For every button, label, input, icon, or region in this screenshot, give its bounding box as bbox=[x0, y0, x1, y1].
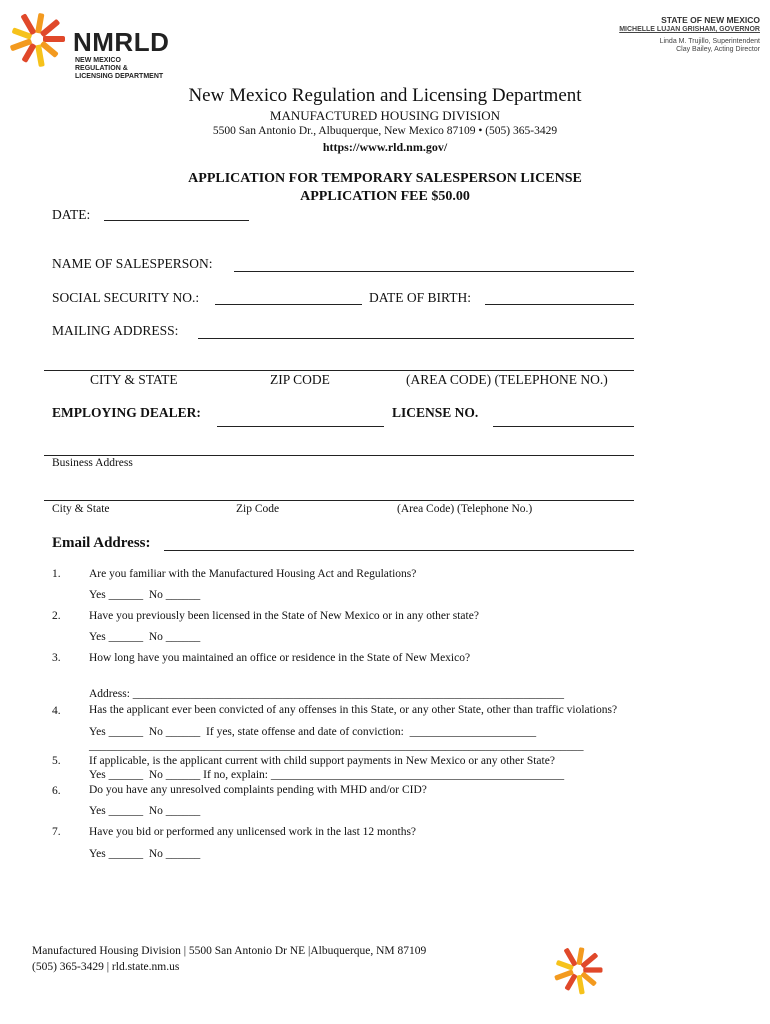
email-label: Email Address: bbox=[52, 535, 151, 551]
license-no-label: LICENSE NO. bbox=[392, 405, 479, 420]
footer-address: Manufactured Housing Division | 5500 San Antonio Dr NE |Albuquerque, NM 87109 bbox=[32, 945, 427, 957]
question-6-answer[interactable]: Yes ______ No ______ bbox=[89, 805, 201, 817]
question-1-text: Are you familiar with the Manufactured Housing Act and Regulations? bbox=[89, 568, 417, 580]
logo-subtitle-2: REGULATION & bbox=[75, 65, 128, 72]
license-no-field[interactable] bbox=[493, 426, 634, 427]
logo-wordmark: NMRLD bbox=[73, 27, 170, 57]
question-7-number: 7. bbox=[52, 826, 61, 838]
business-address-label: Business Address bbox=[52, 457, 133, 469]
date-field[interactable] bbox=[104, 220, 249, 221]
ssn-field[interactable] bbox=[215, 304, 362, 305]
question-5-text: If applicable, is the applicant current with child support payments in New Mexico or any other State? bbox=[89, 755, 555, 767]
department-url[interactable]: https://www.rld.nm.gov/ bbox=[322, 140, 448, 154]
application-fee: APPLICATION FEE $50.00 bbox=[300, 189, 470, 204]
mailing-address-line-2[interactable] bbox=[44, 370, 634, 371]
question-4-number: 4. bbox=[52, 705, 61, 717]
department-title: New Mexico Regulation and Licensing Department bbox=[188, 85, 582, 106]
ssn-label: SOCIAL SECURITY NO.: bbox=[52, 290, 200, 305]
nmrld-logo bbox=[5, 5, 185, 85]
question-7-answer[interactable]: Yes ______ No ______ bbox=[89, 848, 201, 860]
telephone-label: (AREA CODE) (TELEPHONE NO.) bbox=[406, 372, 608, 387]
business-address-field[interactable] bbox=[44, 455, 634, 456]
question-6-number: 6. bbox=[52, 785, 61, 797]
question-1-answer[interactable]: Yes ______ No ______ bbox=[89, 589, 201, 601]
question-4-text: Has the applicant ever been convicted of any offenses in this State, or any other State, other than traffic violations? bbox=[89, 704, 618, 716]
question-2-answer[interactable]: Yes ______ No ______ bbox=[89, 631, 201, 643]
state-name: STATE OF NEW MEXICO bbox=[661, 15, 760, 25]
mailing-address-field[interactable] bbox=[198, 338, 634, 339]
employing-dealer-field[interactable] bbox=[217, 426, 384, 427]
mailing-address-label: MAILING ADDRESS: bbox=[52, 323, 179, 338]
division-name: MANUFACTURED HOUSING DIVISION bbox=[269, 108, 501, 123]
question-4-answer[interactable]: Yes ______ No ______ If yes, state offense and date of conviction: ______________________ bbox=[89, 726, 537, 738]
question-2-number: 2. bbox=[52, 610, 61, 622]
question-6-text: Do you have any unresolved complaints pending with MHD and/or CID? bbox=[89, 784, 427, 796]
director-name: Clay Bailey, Acting Director bbox=[676, 46, 760, 53]
email-field[interactable] bbox=[164, 550, 634, 551]
dob-label: DATE OF BIRTH: bbox=[369, 290, 471, 305]
question-3-number: 3. bbox=[52, 652, 61, 664]
logo-subtitle-1: NEW MEXICO bbox=[75, 57, 121, 64]
superintendent-name: Linda M. Trujillo, Superintendent bbox=[659, 38, 760, 45]
question-5-answer[interactable]: Yes ______ No ______ If no, explain: ___________________________________________________ bbox=[89, 769, 565, 781]
business-city-line[interactable] bbox=[44, 500, 634, 501]
governor-name: MICHELLE LUJAN GRISHAM, GOVERNOR bbox=[619, 26, 760, 33]
business-zip-label: Zip Code bbox=[236, 503, 280, 515]
question-7-text: Have you bid or performed any unlicensed work in the last 12 months? bbox=[89, 826, 417, 838]
salesperson-name-field[interactable] bbox=[234, 271, 634, 272]
logo-subtitle-3: LICENSING DEPARTMENT bbox=[75, 73, 164, 80]
starburst-logo-icon bbox=[5, 7, 69, 71]
question-4-answer-line[interactable]: ______________________________________________________________________________________ bbox=[89, 740, 584, 752]
question-3-text: How long have you maintained an office or residence in the State of New Mexico? bbox=[89, 652, 471, 664]
zip-code-label: ZIP CODE bbox=[270, 372, 330, 387]
footer-contact: (505) 365-3429 | rld.state.nm.us bbox=[32, 961, 180, 973]
business-city-state-label: City & State bbox=[52, 503, 110, 515]
dob-field[interactable] bbox=[485, 304, 634, 305]
application-title: APPLICATION FOR TEMPORARY SALESPERSON LICENSE bbox=[188, 171, 582, 186]
question-1-number: 1. bbox=[52, 568, 61, 580]
state-seal-box bbox=[592, 15, 760, 67]
city-state-label: CITY & STATE bbox=[90, 372, 178, 387]
business-phone-label: (Area Code) (Telephone No.) bbox=[397, 503, 533, 515]
salesperson-name-label: NAME OF SALESPERSON: bbox=[52, 256, 213, 271]
division-address: 5500 San Antonio Dr., Albuquerque, New Mexico 87109 • (505) 365-3429 bbox=[212, 125, 558, 137]
date-label: DATE: bbox=[52, 207, 91, 222]
question-5-number: 5. bbox=[52, 755, 61, 767]
employing-dealer-label: EMPLOYING DEALER: bbox=[52, 405, 201, 420]
question-2-text: Have you previously been licensed in the State of New Mexico or in any other state? bbox=[89, 610, 479, 622]
footer-starburst-logo-icon bbox=[550, 942, 606, 998]
question-3-address[interactable]: Address: ___________________________________________________________________________ bbox=[89, 688, 565, 700]
